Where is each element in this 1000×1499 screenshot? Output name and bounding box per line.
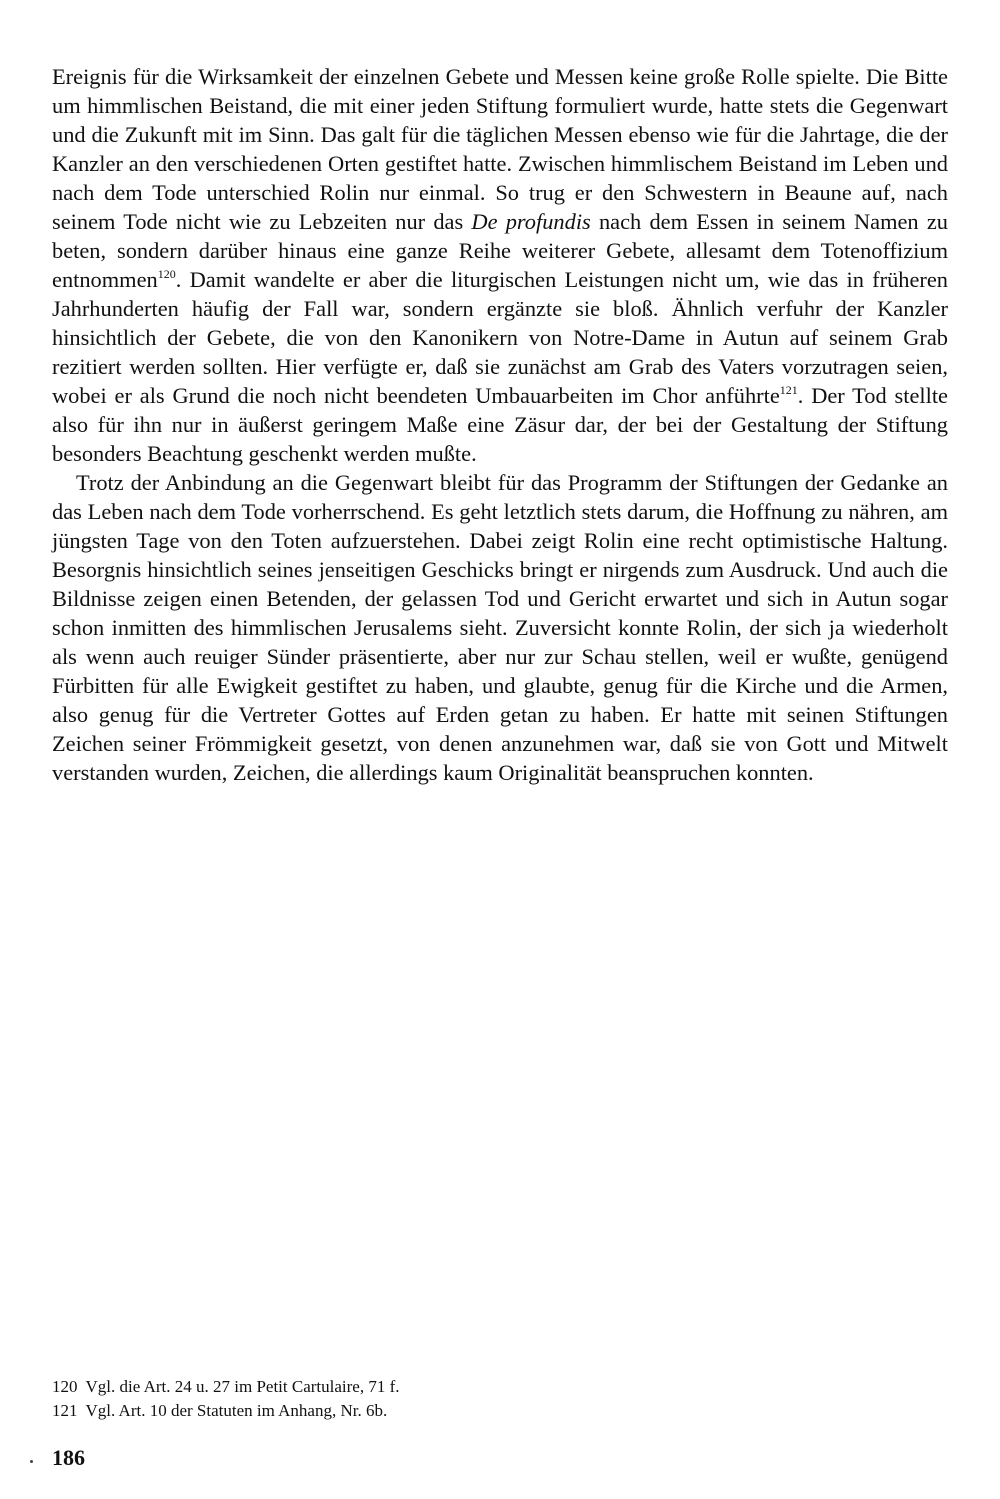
footnote-number: 120 [52,1377,78,1396]
paragraph-2: Trotz der Anbindung an die Gegenwart bleibt für das Programm der Stiftungen der Gedanke an das Leben nach dem Tode vorherrschend. Es geht letztlich stets darum, die Hoffnung zu nähren, am jüngsten Tage von den Toten aufzuerstehen. Dabei zeigt Rolin eine recht optimistische Haltung. Besorgnis hinsichtlich seines jenseitigen Geschicks bringt er nirgends zum Ausdruck. Und auch die Bildnisse zeigen einen Betenden, der gelassen Tod und Gericht erwartet und sich in Autun sogar schon inmitten des himmlischen Jerusalems sieht. Zuversicht konnte Rolin, der sich ja wiederholt als wenn auch reuiger Sünder präsentierte, aber nur zur Schau stellen, weil er wußte, genügend Fürbitten für alle Ewigkeit gestiftet zu haben, und glaubte, genug für die Kirche und die Armen, also genug für die Vertreter Gottes auf Erden getan zu haben. Er hatte mit seinen Stiftungen Zeichen seiner Frömmigkeit gesetzt, von denen anzunehmen war, daß sie von Gott und Mitwelt verstanden wurden, Zeichen, die allerdings kaum Originalität beanspruchen konnten. [52,470,948,785]
scan-speck [30,1460,33,1463]
footnotes [52,1375,948,1423]
footnote-text: Vgl. Art. 10 der Statuten im Anhang, Nr. 6b. [85,1401,388,1420]
page-number: 186 [52,1445,85,1470]
footnote-reference-121: 121 [779,382,798,397]
footnote-121 [52,1399,948,1423]
paragraph-1-part-3: . Damit wandelte er aber die liturgischen Leistungen nicht um, wie das in früheren Jahrhunderten häufig der Fall war, sondern ergänzte sie bloß. Ähnlich verfuhr der Kanzler hinsichtlich der Gebete, die von den Kanonikern von Notre-Dame in Autun auf seinem Grab rezitiert werden sollten. Hier verfügte er, daß sie zunächst am Grab des Vaters vorzutragen seien, wobei er als Grund die noch nicht beendeten Umbauarbeiten im Chor anführte [52,267,948,408]
paragraph-1-part-1: Ereignis für die Wirksamkeit der einzelnen Gebete und Messen keine große Rolle spielte. Die Bitte um himmlischen Beistand, die mit einer jeden Stiftung formuliert wurde, hatte stets die Gegenwart und die Zukunft mit im Sinn. Das galt für die täglichen Messen ebenso wie für die Jahrtage, die der Kanzler an den verschiedenen Orten gestiftet hatte. Zwischen himmlischem Beistand im Leben und nach dem Tode unterschied Rolin nur einmal. So trug er den Schwestern in Beaune auf, nach seinem Tode nicht wie zu Lebzeiten nur das [52,64,948,234]
footnote-text: Vgl. die Art. 24 u. 27 im Petit Cartulaire, 71 f. [85,1377,400,1396]
footnote-number: 121 [52,1401,78,1420]
footnote-reference-120: 120 [157,266,176,281]
paragraph-1-part-2: nach dem Essen in seinem Namen zu beten, sondern darüber hinaus eine ganze Reihe weiterer Gebete, allesamt dem Totenoffizium entnommen [52,209,948,292]
footnote-120 [52,1375,948,1399]
main-text [52,62,948,787]
latin-title-de-profundis: De profundis [471,209,591,234]
paragraph-1-part-4: . Der Tod stellte also für ihn nur in äußerst geringem Maße eine Zäsur dar, der bei der Gestaltung der Stiftung besonders Beachtung geschenkt werden mußte. [52,383,948,466]
paragraph-1 [52,62,948,468]
